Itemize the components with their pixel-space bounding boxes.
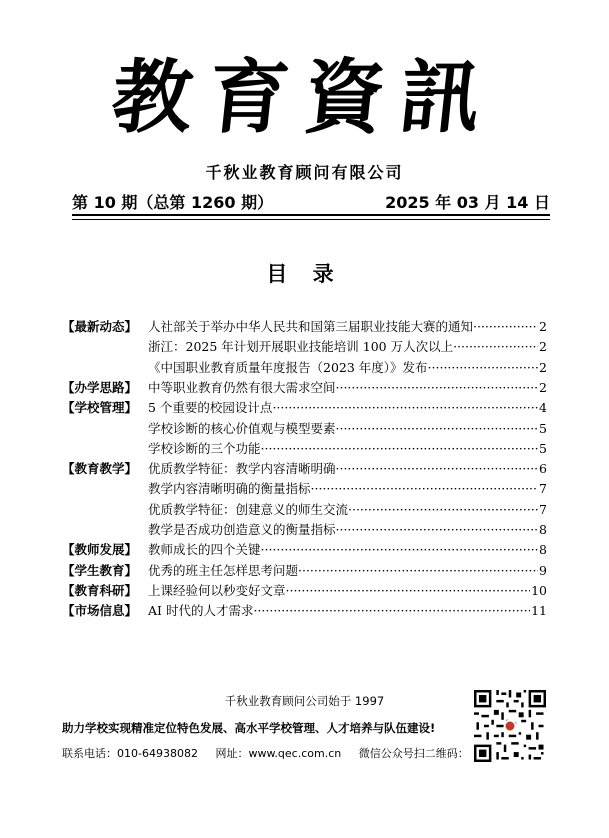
toc-entry[interactable] xyxy=(148,378,547,398)
toc-entry-title[interactable]: 5 个重要的校园设计点 xyxy=(148,400,273,416)
header-rule-thin xyxy=(72,219,550,220)
toc-entry[interactable] xyxy=(148,601,547,621)
toc-row[interactable] xyxy=(62,520,547,540)
toc-entry[interactable] xyxy=(148,358,547,378)
toc-row[interactable] xyxy=(62,378,547,398)
toc-row[interactable] xyxy=(62,479,547,499)
toc-category: 【最新动态】 xyxy=(62,319,138,334)
toc-page-number: 10 xyxy=(531,582,547,598)
footer-website[interactable]: 网址：www.qec.com.cn xyxy=(215,747,342,760)
qr-code-icon xyxy=(474,690,546,762)
toc-row[interactable] xyxy=(62,500,547,520)
toc-entry[interactable] xyxy=(148,398,547,418)
toc-entry[interactable] xyxy=(148,439,547,459)
toc-category: 【学生教育】 xyxy=(62,562,138,578)
toc-entry[interactable] xyxy=(148,419,547,439)
toc-entry-title[interactable]: AI 时代的人才需求 xyxy=(148,603,254,619)
toc-row[interactable] xyxy=(62,439,547,459)
toc-entry-title[interactable]: 优质教学特征：创建意义的师生交流 xyxy=(148,501,349,517)
toc-leader-dots xyxy=(336,520,539,540)
toc-row[interactable] xyxy=(62,459,547,479)
toc-category: 【市场信息】 xyxy=(62,603,138,619)
toc-entry[interactable] xyxy=(148,581,547,601)
toc-page-number: 5 xyxy=(539,440,547,456)
issue-info-row xyxy=(72,188,550,214)
toc-row[interactable] xyxy=(62,317,547,337)
issue-number: 第 10 期（总第 1260 期） xyxy=(72,193,274,212)
toc-page-number: 11 xyxy=(531,603,547,619)
toc-leader-dots xyxy=(253,601,530,621)
footer-founded: 千秋业教育顾问公司始于 1997 xyxy=(224,694,385,708)
toc-leader-dots xyxy=(336,378,539,398)
toc-leader-dots xyxy=(286,581,531,601)
toc-leader-dots xyxy=(261,439,539,459)
toc-entry[interactable] xyxy=(148,459,547,479)
toc-page-number: 2 xyxy=(539,319,547,334)
toc-row[interactable] xyxy=(62,601,547,621)
toc-leader-dots xyxy=(272,398,538,418)
toc-leader-dots xyxy=(453,337,538,357)
toc-page-number: 7 xyxy=(539,501,547,517)
toc-page-number: 2 xyxy=(539,359,547,375)
toc-entry-title[interactable]: 浙江：2025 年计划开展职业技能培训 100 万人次以上 xyxy=(148,339,454,355)
toc-leader-dots xyxy=(336,419,539,439)
toc-row[interactable] xyxy=(62,561,547,581)
toc-page-number: 5 xyxy=(539,420,547,436)
toc-entry[interactable] xyxy=(148,317,547,337)
company-name: 千秋业教育顾问有限公司 xyxy=(205,163,404,182)
toc-leader-dots xyxy=(336,459,539,479)
toc-leader-dots xyxy=(348,500,538,520)
toc-page-number: 8 xyxy=(539,542,547,558)
toc-title: 目 录 xyxy=(266,262,343,286)
toc-entry-title[interactable]: 中等职业教育仍然有很大需求空间 xyxy=(148,379,336,395)
toc-entry[interactable] xyxy=(148,500,547,520)
toc-row[interactable] xyxy=(62,398,547,418)
toc-entry-title[interactable]: 教学是否成功创造意义的衡量指标 xyxy=(148,522,336,537)
toc-page-number: 2 xyxy=(539,339,547,355)
masthead-title: 教育資訊 xyxy=(107,50,502,144)
footer-wechat: 微信公众号扫二维码： xyxy=(358,747,469,760)
toc-leader-dots xyxy=(473,317,538,337)
footer-phone: 联系电话：010-64938082 xyxy=(62,747,198,760)
toc-entry-title[interactable]: 学校诊断的核心价值观与模型要素 xyxy=(148,420,336,436)
toc-entry[interactable] xyxy=(148,337,547,357)
toc-page-number: 6 xyxy=(539,461,547,477)
header-rule-thick xyxy=(72,214,550,216)
toc-page-number: 7 xyxy=(539,481,547,497)
toc-row[interactable] xyxy=(62,419,547,439)
toc-row[interactable] xyxy=(62,337,547,357)
toc-row[interactable] xyxy=(62,358,547,378)
toc-page-number: 2 xyxy=(539,379,547,395)
toc-category: 【教育教学】 xyxy=(62,461,138,477)
toc-category: 【教育科研】 xyxy=(62,582,138,598)
toc-row[interactable] xyxy=(62,581,547,601)
toc-entry[interactable] xyxy=(148,561,547,581)
footer-contact xyxy=(62,745,472,761)
issue-date: 2025 年 03 月 14 日 xyxy=(385,193,550,212)
toc-page-number: 8 xyxy=(539,522,547,537)
toc-entry[interactable] xyxy=(148,540,547,560)
toc-page-number: 9 xyxy=(539,562,547,578)
toc-row[interactable] xyxy=(62,540,547,560)
toc-entry-title[interactable]: 教学内容清晰明确的衡量指标 xyxy=(148,481,311,497)
toc-entry-title[interactable]: 优质教学特征：教学内容清晰明确 xyxy=(148,461,336,477)
toc-entry-title[interactable]: 学校诊断的三个功能 xyxy=(148,440,261,456)
toc-leader-dots xyxy=(298,561,538,581)
toc-leader-dots xyxy=(261,540,539,560)
toc-page-number: 4 xyxy=(539,400,547,416)
toc-category: 【学校管理】 xyxy=(62,400,138,416)
toc-entry[interactable] xyxy=(148,520,547,540)
toc-entry-title[interactable]: 优秀的班主任怎样思考问题 xyxy=(148,562,299,578)
toc-leader-dots xyxy=(428,358,539,378)
toc-category: 【教师发展】 xyxy=(62,542,138,558)
toc-entry[interactable] xyxy=(148,479,547,499)
toc-entry-title[interactable]: 人社部关于举办中华人民共和国第三届职业技能大赛的通知 xyxy=(148,319,474,334)
footer-tagline: 助力学校实现精准定位特色发展、高水平学校管理、人才培养与队伍建设! xyxy=(62,721,436,735)
toc-category: 【办学思路】 xyxy=(62,379,138,395)
toc-entry-title[interactable]: 上课经验何以秒变好文章 xyxy=(148,582,286,598)
toc-entry-title[interactable]: 《中国职业教育质量年度报告（2023 年度）》发布 xyxy=(148,359,428,375)
toc-entry-title[interactable]: 教师成长的四个关键 xyxy=(148,542,261,558)
toc-leader-dots xyxy=(311,479,539,499)
